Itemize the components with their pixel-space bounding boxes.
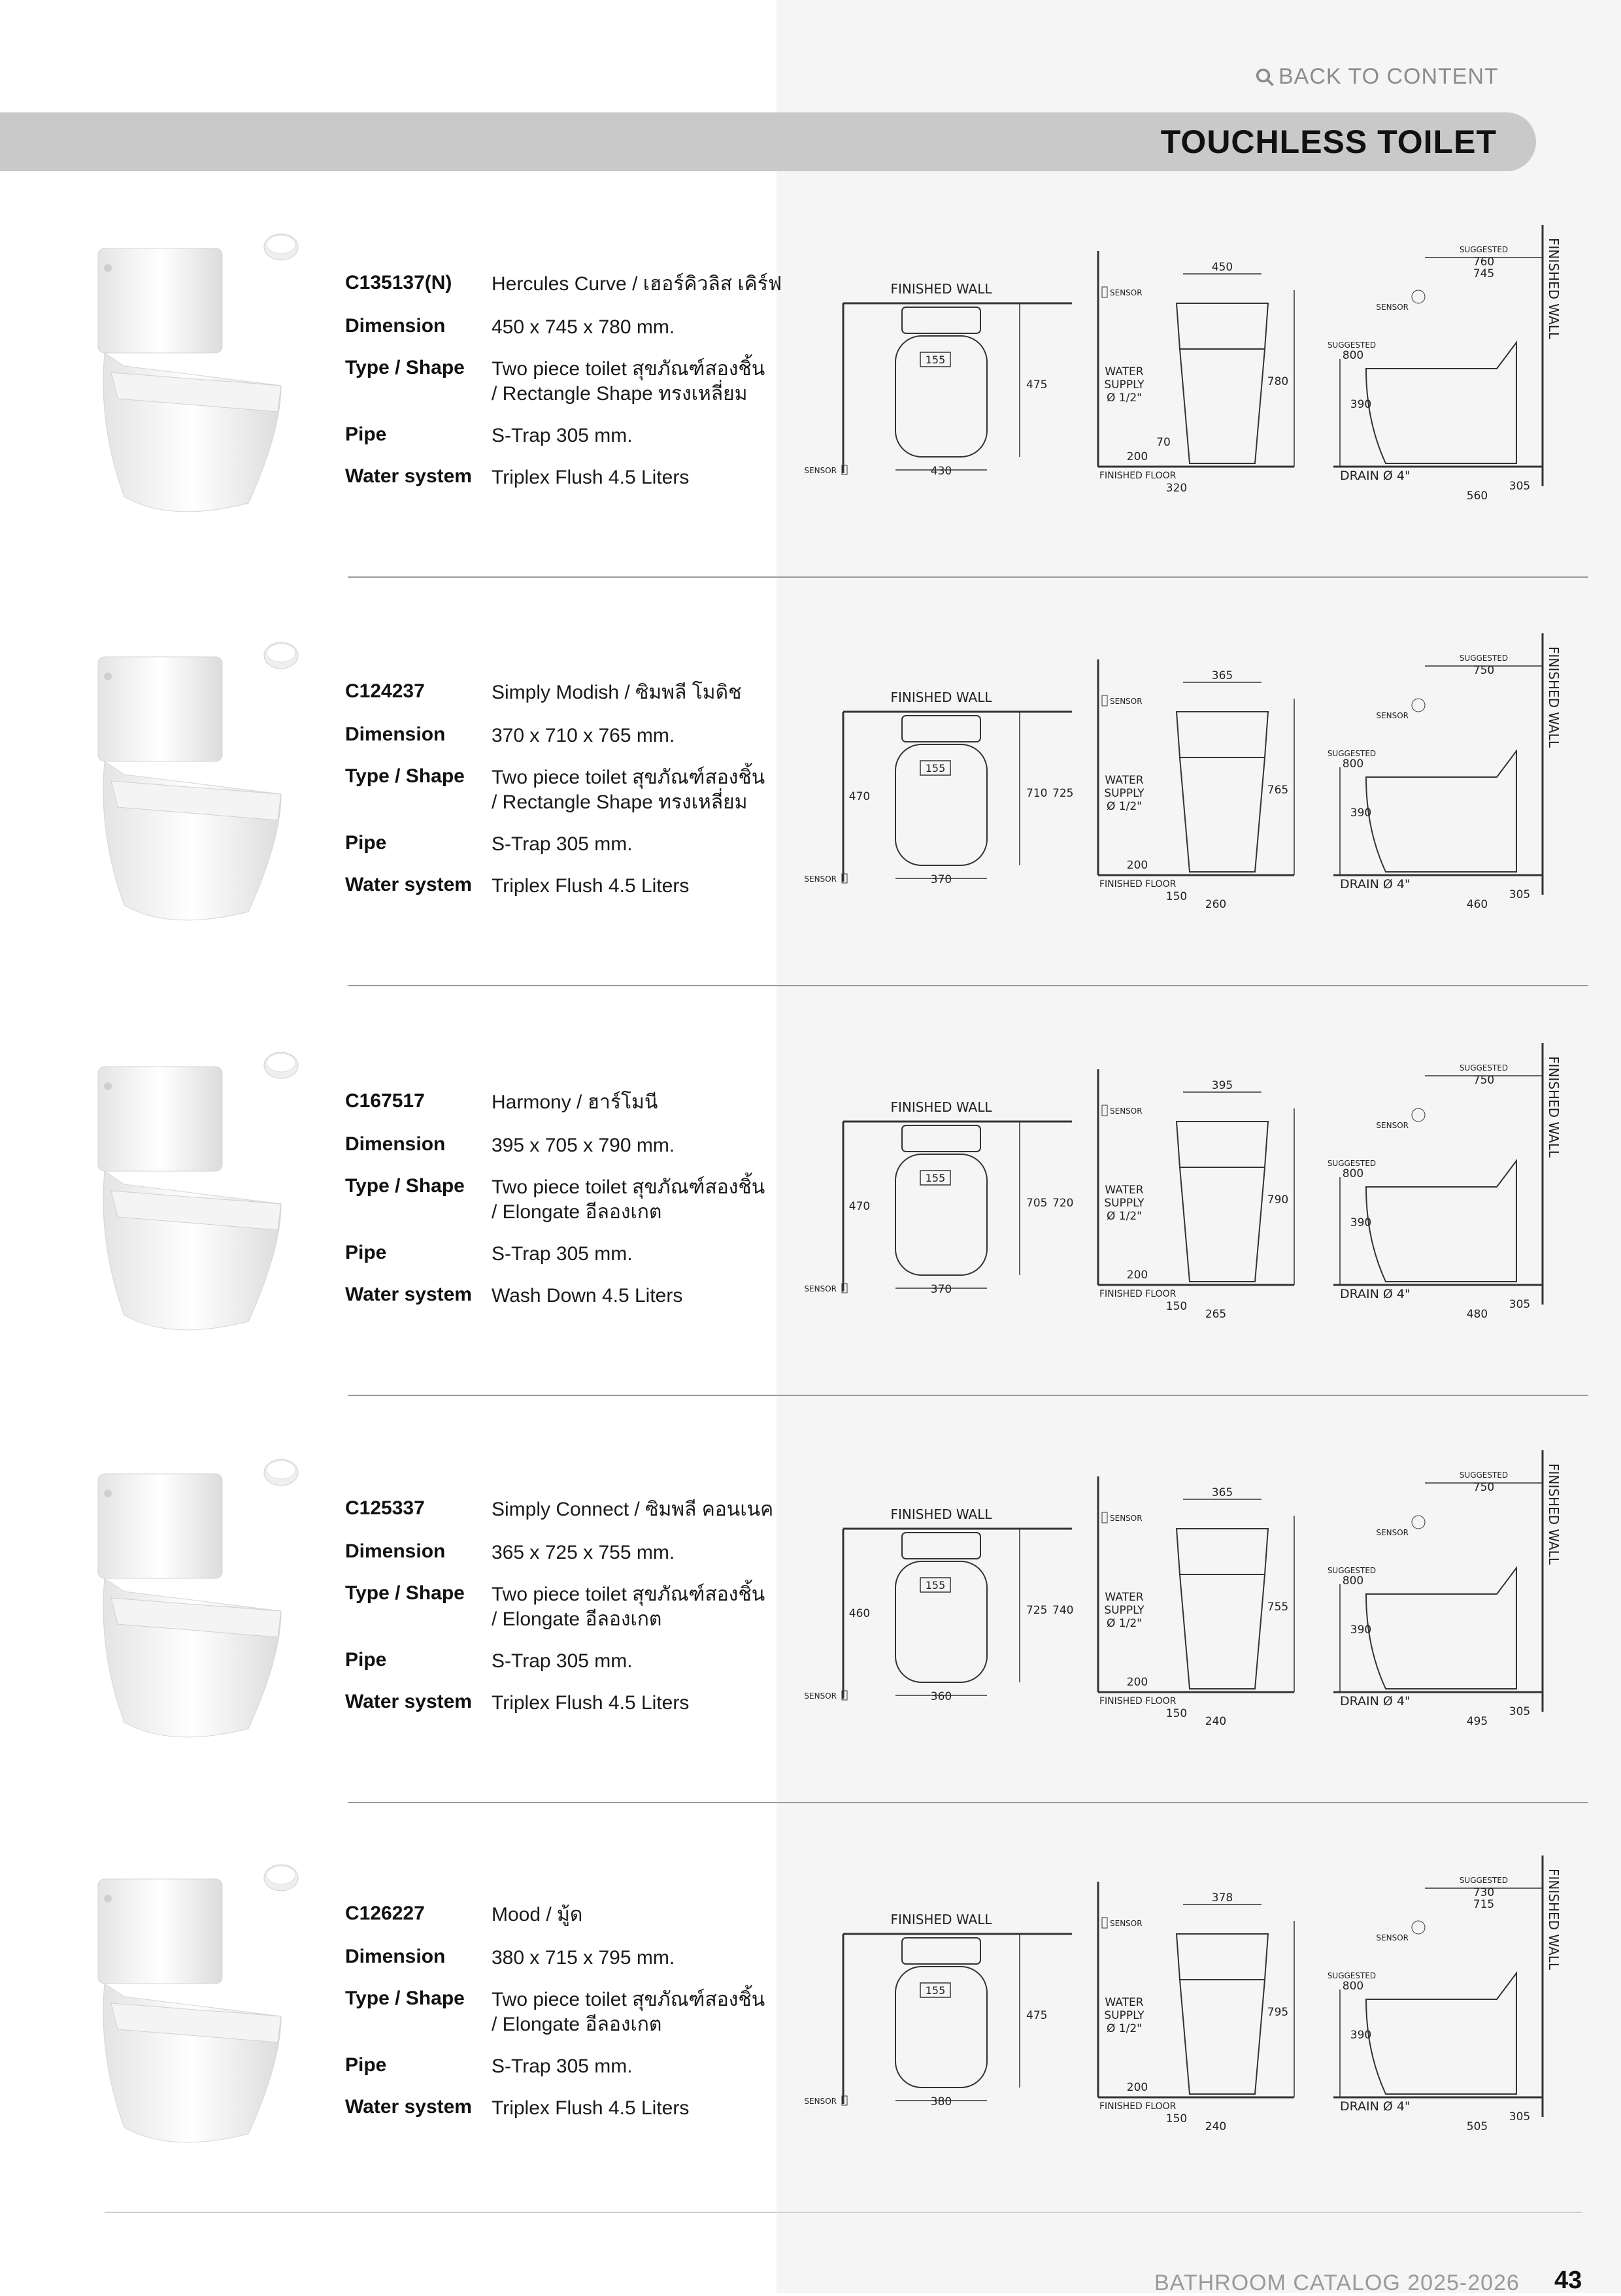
type-shape-label: Type / Shape xyxy=(345,765,465,787)
dim-top-width: 395 xyxy=(1211,1079,1233,1092)
dim-depth-2: 720 xyxy=(1052,1197,1074,1210)
pipe-value: S-Trap 305 mm. xyxy=(492,833,633,855)
dim-total-top: 750 xyxy=(1473,1481,1495,1494)
dimension-label: Dimension xyxy=(345,1133,446,1155)
plan-view xyxy=(804,1506,1073,1703)
water-system-value: Triplex Flush 4.5 Liters xyxy=(492,467,690,488)
front-sensor-label: SENSOR xyxy=(1110,288,1143,297)
product-name: Hercules Curve / เฮอร์คิวลิส เคิร์ฟ xyxy=(492,273,782,295)
product-name: Harmony / ฮาร์โมนี xyxy=(492,1091,658,1113)
suggested-top-label: SUGGESTED xyxy=(1459,654,1509,663)
drain-label: DRAIN Ø 4" xyxy=(1340,1287,1411,1301)
pipe-value: S-Trap 305 mm. xyxy=(492,425,633,446)
water-system-label: Water system xyxy=(345,465,472,487)
sensor-button-photo xyxy=(261,1452,301,1491)
dim-side: 460 xyxy=(848,1607,871,1620)
supply-size-label: Ø 1/2" xyxy=(1107,1210,1142,1223)
dim-height: 780 xyxy=(1267,375,1289,388)
dim-inner: 155 xyxy=(925,1984,946,1997)
dim-drain-b: 305 xyxy=(1509,888,1531,901)
dim-supply-x: 200 xyxy=(1126,1269,1148,1282)
dimension-label: Dimension xyxy=(345,1540,446,1562)
dim-inner: 155 xyxy=(925,354,946,366)
back-to-content-label: BACK TO CONTENT xyxy=(1278,64,1499,89)
finished-wall-vertical-label: FINISHED WALL xyxy=(1546,238,1562,340)
dim-top-width: 365 xyxy=(1211,1486,1233,1499)
water-label: WATER xyxy=(1105,365,1144,378)
product-divider xyxy=(348,1395,1588,1396)
product-photo xyxy=(85,1054,301,1354)
front-sensor-label: SENSOR xyxy=(1110,1514,1143,1523)
type-shape-line-2: / Elongate อีลองเกต xyxy=(492,1201,662,1223)
supply-size-label: Ø 1/2" xyxy=(1107,2022,1142,2035)
product-entry xyxy=(0,1866,1621,2271)
product-code: C135137(N) xyxy=(345,272,452,293)
finished-wall-label: FINISHED WALL xyxy=(890,1912,992,1927)
product-photo xyxy=(85,1866,301,2167)
product-entry xyxy=(0,1054,1621,1459)
plan-view xyxy=(804,1099,1073,1296)
product-photo xyxy=(85,235,301,536)
dim-inner: 155 xyxy=(925,1579,946,1591)
plan-sensor-label: SENSOR xyxy=(804,874,837,884)
water-system-label: Water system xyxy=(345,2096,472,2118)
dim-total-top: 750 xyxy=(1473,1074,1495,1087)
front-sensor-label: SENSOR xyxy=(1110,1919,1143,1928)
dim-total-top: 750 xyxy=(1473,664,1495,677)
suggested-seat-label: SUGGESTED xyxy=(1327,1971,1377,1980)
dim-seat-height: 800 xyxy=(1342,349,1364,362)
plan-view xyxy=(804,690,1073,886)
water-system-value: Triplex Flush 4.5 Liters xyxy=(492,875,690,897)
water-label: WATER xyxy=(1105,1996,1144,2009)
dim-drain-height: 390 xyxy=(1350,1216,1372,1229)
side-view xyxy=(1328,225,1562,503)
water-system-label: Water system xyxy=(345,1284,472,1305)
drain-label: DRAIN Ø 4" xyxy=(1340,469,1411,483)
front-view xyxy=(1098,251,1294,495)
dim-drain-a: 560 xyxy=(1466,490,1488,503)
dim-floor-b: 260 xyxy=(1205,898,1227,911)
dim-width: 370 xyxy=(930,873,952,886)
type-shape-label: Type / Shape xyxy=(345,1988,465,2009)
type-shape-line-1: Two piece toilet สุขภัณฑ์สองชิ้น xyxy=(492,1176,765,1198)
dim-supply-x: 200 xyxy=(1126,450,1148,463)
dimension-value: 450 x 745 x 780 mm. xyxy=(492,316,675,338)
dimension-label: Dimension xyxy=(345,724,446,745)
type-shape-label: Type / Shape xyxy=(345,1175,465,1197)
product-entry xyxy=(0,644,1621,1049)
finished-wall-label: FINISHED WALL xyxy=(890,1099,992,1115)
drain-label: DRAIN Ø 4" xyxy=(1340,2099,1411,2114)
dim-top-width: 365 xyxy=(1211,669,1233,682)
supply-label: SUPPLY xyxy=(1104,2009,1145,2022)
pipe-value: S-Trap 305 mm. xyxy=(492,2055,633,2077)
search-icon xyxy=(1255,67,1275,87)
finished-floor-label: FINISHED FLOOR xyxy=(1099,471,1177,481)
front-sensor-label: SENSOR xyxy=(1110,1106,1143,1116)
dim-total-top-2: 745 xyxy=(1473,267,1495,280)
dim-height: 755 xyxy=(1267,1601,1289,1614)
type-shape-line-2: / Rectangle Shape ทรงเหลี่ยม xyxy=(492,791,748,813)
suggested-top-label: SUGGESTED xyxy=(1459,1876,1509,1885)
finished-wall-label: FINISHED WALL xyxy=(890,281,992,297)
water-label: WATER xyxy=(1105,1591,1144,1604)
dim-depth-2: 740 xyxy=(1052,1604,1074,1617)
section-header-band xyxy=(0,112,1536,171)
dim-drain-a: 505 xyxy=(1466,2120,1488,2133)
plan-sensor-label: SENSOR xyxy=(804,1691,837,1701)
dim-floor-a: 150 xyxy=(1165,890,1188,903)
dim-floor-a: 320 xyxy=(1165,482,1188,495)
section-title: TOUCHLESS TOILET xyxy=(1160,124,1497,160)
dim-drain-height: 390 xyxy=(1350,807,1372,820)
product-photo xyxy=(85,644,301,944)
finished-wall-vertical-label: FINISHED WALL xyxy=(1546,646,1562,748)
dim-drain-a: 495 xyxy=(1466,1715,1488,1728)
dim-side: 470 xyxy=(848,1200,871,1213)
product-code: C125337 xyxy=(345,1497,425,1519)
drain-label: DRAIN Ø 4" xyxy=(1340,877,1411,891)
pipe-value: S-Trap 305 mm. xyxy=(492,1243,633,1265)
front-view xyxy=(1098,1069,1294,1321)
finished-floor-label: FINISHED FLOOR xyxy=(1099,1696,1177,1706)
dim-seat-height: 800 xyxy=(1342,1980,1364,1993)
dimension-label: Dimension xyxy=(345,1946,446,1967)
dim-supply-x: 200 xyxy=(1126,859,1148,872)
dim-depth-2: 725 xyxy=(1052,787,1074,800)
dimension-value: 380 x 715 x 795 mm. xyxy=(492,1947,675,1969)
type-shape-line-2: / Rectangle Shape ทรงเหลี่ยม xyxy=(492,383,748,405)
side-view xyxy=(1328,1855,1562,2133)
product-divider xyxy=(348,985,1588,986)
water-system-value: Triplex Flush 4.5 Liters xyxy=(492,1692,690,1714)
side-view xyxy=(1328,633,1562,911)
finished-floor-label: FINISHED FLOOR xyxy=(1099,879,1177,890)
sensor-button-photo xyxy=(261,635,301,674)
dim-width: 430 xyxy=(930,465,952,478)
dim-inner: 155 xyxy=(925,762,946,774)
finished-wall-vertical-label: FINISHED WALL xyxy=(1546,1056,1562,1158)
type-shape-label: Type / Shape xyxy=(345,357,465,378)
product-divider xyxy=(348,576,1588,578)
finished-floor-label: FINISHED FLOOR xyxy=(1099,2101,1177,2112)
product-code: C126227 xyxy=(345,1903,425,1924)
sensor-button-photo xyxy=(261,226,301,265)
dim-supply-x: 200 xyxy=(1126,2081,1148,2094)
water-label: WATER xyxy=(1105,774,1144,787)
plan-sensor-label: SENSOR xyxy=(804,1284,837,1293)
pipe-label: Pipe xyxy=(345,1242,387,1263)
plan-sensor-label: SENSOR xyxy=(804,466,837,475)
dim-total-top-2: 715 xyxy=(1473,1898,1495,1911)
side-view xyxy=(1328,1450,1562,1728)
product-name: Simply Modish / ซิมพลี โมดิช xyxy=(492,682,742,703)
finished-wall-vertical-label: FINISHED WALL xyxy=(1546,1463,1562,1565)
dim-floor-b: 240 xyxy=(1205,2120,1227,2133)
water-system-label: Water system xyxy=(345,874,472,895)
supply-size-label: Ø 1/2" xyxy=(1107,1617,1142,1630)
dim-floor-a: 150 xyxy=(1165,2112,1188,2125)
side-sensor-label: SENSOR xyxy=(1376,711,1409,720)
suggested-seat-label: SUGGESTED xyxy=(1327,1566,1377,1575)
dim-drain-b: 305 xyxy=(1509,1298,1531,1311)
finished-wall-label: FINISHED WALL xyxy=(890,1506,992,1522)
dimension-label: Dimension xyxy=(345,315,446,337)
dim-floor-a: 150 xyxy=(1165,1707,1188,1720)
dimension-value: 365 x 725 x 755 mm. xyxy=(492,1542,675,1563)
type-shape-line-1: Two piece toilet สุขภัณฑ์สองชิ้น xyxy=(492,767,765,788)
dim-depth: 475 xyxy=(1026,2009,1048,2022)
water-system-value: Triplex Flush 4.5 Liters xyxy=(492,2097,690,2119)
pipe-label: Pipe xyxy=(345,2054,387,2076)
drain-label: DRAIN Ø 4" xyxy=(1340,1694,1411,1708)
type-shape-line-2: / Elongate อีลองเกต xyxy=(492,1608,662,1630)
product-entry xyxy=(0,1461,1621,1866)
finished-wall-label: FINISHED WALL xyxy=(890,690,992,705)
dimension-value: 395 x 705 x 790 mm. xyxy=(492,1135,675,1156)
dim-drain-height: 390 xyxy=(1350,1623,1372,1637)
dim-drain-b: 305 xyxy=(1509,2110,1531,2123)
pipe-value: S-Trap 305 mm. xyxy=(492,1650,633,1672)
dim-floor-b: 265 xyxy=(1205,1308,1227,1321)
front-view xyxy=(1098,1476,1294,1728)
product-name: Mood / มู้ด xyxy=(492,1904,583,1925)
dim-floor-a: 150 xyxy=(1165,1300,1188,1313)
dim-supply-x: 200 xyxy=(1126,1676,1148,1689)
type-shape-line-1: Two piece toilet สุขภัณฑ์สองชิ้น xyxy=(492,1989,765,2010)
dim-supply-h: 70 xyxy=(1156,436,1171,449)
front-sensor-label: SENSOR xyxy=(1110,697,1143,706)
sensor-button-photo xyxy=(261,1857,301,1896)
dim-depth: 475 xyxy=(1026,378,1048,391)
side-sensor-label: SENSOR xyxy=(1376,1528,1409,1537)
front-view xyxy=(1098,1882,1294,2133)
dim-inner: 155 xyxy=(925,1172,946,1184)
technical-drawing xyxy=(797,620,1582,914)
water-label: WATER xyxy=(1105,1184,1144,1197)
type-shape-label: Type / Shape xyxy=(345,1582,465,1604)
dim-width: 360 xyxy=(930,1690,952,1703)
front-view xyxy=(1098,659,1294,911)
product-divider xyxy=(348,1802,1588,1803)
side-sensor-label: SENSOR xyxy=(1376,1933,1409,1942)
side-sensor-label: SENSOR xyxy=(1376,1121,1409,1130)
dim-width: 380 xyxy=(930,2095,952,2108)
plan-sensor-label: SENSOR xyxy=(804,2097,837,2106)
dim-total-top: 730 xyxy=(1473,1886,1495,1899)
technical-drawing xyxy=(797,1030,1582,1324)
supply-label: SUPPLY xyxy=(1104,787,1145,800)
dim-depth: 725 xyxy=(1026,1604,1048,1617)
product-photo xyxy=(85,1461,301,1761)
product-name: Simply Connect / ซิมพลี คอนเนค xyxy=(492,1499,774,1520)
dim-seat-height: 800 xyxy=(1342,1574,1364,1588)
side-view xyxy=(1328,1043,1562,1321)
dim-drain-a: 460 xyxy=(1466,898,1488,911)
dim-width: 370 xyxy=(930,1283,952,1296)
supply-size-label: Ø 1/2" xyxy=(1107,391,1142,405)
dim-drain-height: 390 xyxy=(1350,2029,1372,2042)
dim-seat-height: 800 xyxy=(1342,1167,1364,1180)
product-entry xyxy=(0,235,1621,641)
technical-drawing xyxy=(797,212,1582,506)
dim-drain-b: 305 xyxy=(1509,480,1531,493)
plan-view xyxy=(804,1912,1072,2108)
product-code: C124237 xyxy=(345,680,425,702)
dim-depth: 705 xyxy=(1026,1197,1048,1210)
dim-total-top: 760 xyxy=(1473,256,1495,269)
pipe-label: Pipe xyxy=(345,832,387,854)
type-shape-line-1: Two piece toilet สุขภัณฑ์สองชิ้น xyxy=(492,1584,765,1605)
product-code: C167517 xyxy=(345,1090,425,1112)
water-system-value: Wash Down 4.5 Liters xyxy=(492,1285,683,1306)
footer-divider xyxy=(105,2212,1582,2213)
water-system-label: Water system xyxy=(345,1691,472,1712)
finished-wall-vertical-label: FINISHED WALL xyxy=(1546,1869,1562,1971)
type-shape-line-1: Two piece toilet สุขภัณฑ์สองชิ้น xyxy=(492,358,765,380)
dim-height: 790 xyxy=(1267,1193,1289,1206)
suggested-top-label: SUGGESTED xyxy=(1459,1471,1509,1480)
back-to-content-link[interactable] xyxy=(1255,64,1499,90)
supply-label: SUPPLY xyxy=(1104,1197,1145,1210)
suggested-top-label: SUGGESTED xyxy=(1459,1063,1509,1073)
finished-floor-label: FINISHED FLOOR xyxy=(1099,1289,1177,1299)
dim-floor-b: 240 xyxy=(1205,1715,1227,1728)
dim-drain-a: 480 xyxy=(1466,1308,1488,1321)
dim-height: 765 xyxy=(1267,784,1289,797)
dim-height: 795 xyxy=(1267,2006,1289,2019)
supply-size-label: Ø 1/2" xyxy=(1107,800,1142,813)
dim-top-width: 378 xyxy=(1211,1891,1233,1905)
dim-seat-height: 800 xyxy=(1342,757,1364,771)
suggested-seat-label: SUGGESTED xyxy=(1327,341,1377,350)
supply-label: SUPPLY xyxy=(1104,378,1145,391)
pipe-label: Pipe xyxy=(345,424,387,445)
plan-view xyxy=(804,281,1072,478)
dim-side: 470 xyxy=(848,790,871,803)
side-sensor-label: SENSOR xyxy=(1376,303,1409,312)
dimension-value: 370 x 710 x 765 mm. xyxy=(492,725,675,746)
suggested-seat-label: SUGGESTED xyxy=(1327,1159,1377,1168)
sensor-button-photo xyxy=(261,1044,301,1084)
dim-drain-height: 390 xyxy=(1350,398,1372,411)
footer-catalog-title: BATHROOM CATALOG 2025-2026 xyxy=(1154,2271,1520,2295)
pipe-label: Pipe xyxy=(345,1649,387,1671)
page-number: 43 xyxy=(1554,2267,1582,2294)
dim-drain-b: 305 xyxy=(1509,1705,1531,1718)
suggested-seat-label: SUGGESTED xyxy=(1327,749,1377,758)
technical-drawing xyxy=(797,1437,1582,1731)
dim-depth: 710 xyxy=(1026,787,1048,800)
type-shape-line-2: / Elongate อีลองเกต xyxy=(492,2014,662,2035)
dim-top-width: 450 xyxy=(1211,261,1233,274)
supply-label: SUPPLY xyxy=(1104,1604,1145,1617)
technical-drawing xyxy=(797,1842,1582,2137)
suggested-top-label: SUGGESTED xyxy=(1459,245,1509,254)
